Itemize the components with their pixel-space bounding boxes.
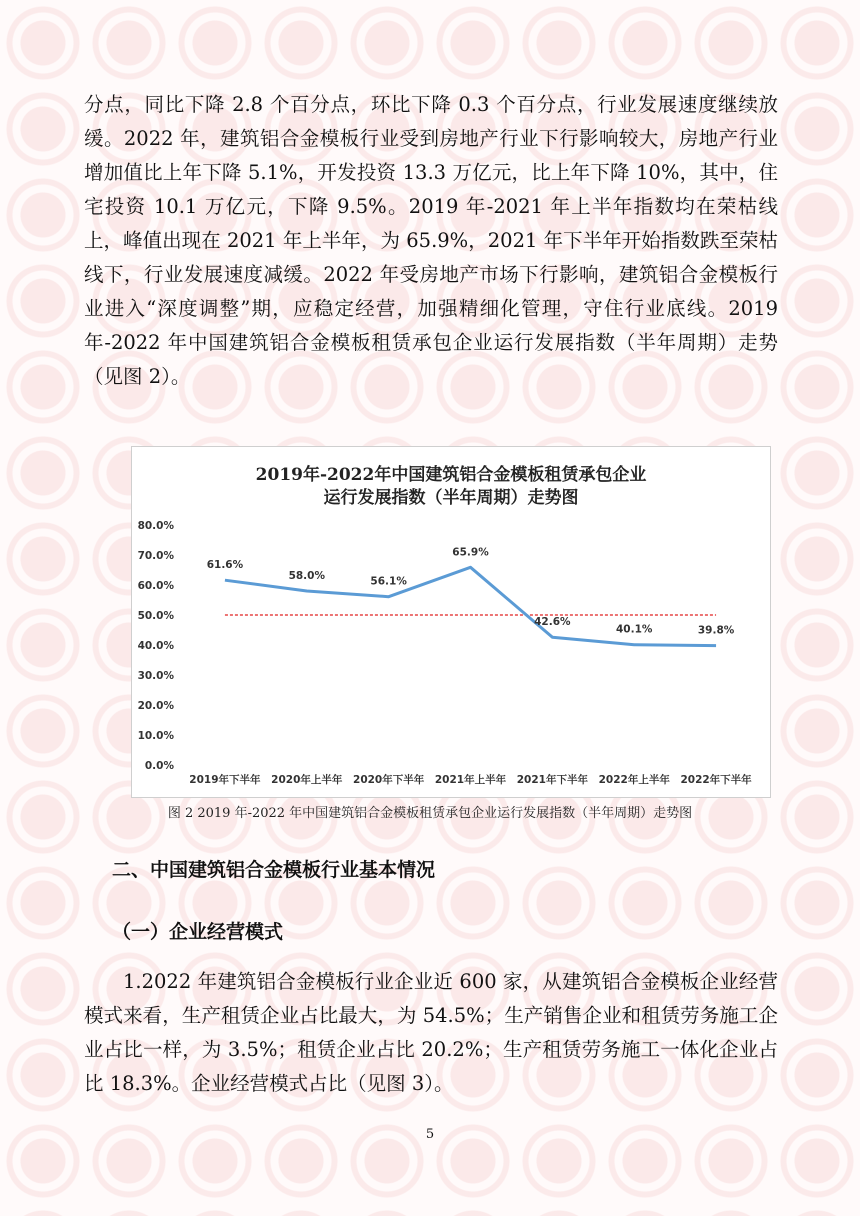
y-axis-ticks [138,520,175,772]
data-label: 65.9% [452,546,489,559]
x-tick-label: 2020年下半年 [353,774,425,786]
y-tick-label: 20.0% [137,700,174,712]
y-tick-label: 10.0% [137,730,174,742]
data-label: 42.6% [534,616,571,629]
y-tick-label: 0.0% [144,760,174,772]
data-label: 39.8% [697,624,735,637]
chart-title-line2: 运行发展指数（半年周期）走势图 [323,488,579,508]
y-tick-label: 70.0% [137,550,174,562]
y-tick-label: 60.0% [137,580,174,592]
y-tick-label: 80.0% [137,520,174,532]
y-tick-label: 40.0% [137,640,174,652]
x-tick-label: 2022年下半年 [680,774,752,786]
data-label: 61.6% [206,559,244,572]
figure-caption: 图 2 2019 年-2022 年中国建筑铝合金模板租赁承包企业运行发展指数（半年周期）走势图 [167,806,693,821]
data-labels [207,546,735,636]
x-tick-label: 2020年上半年 [271,774,343,786]
x-tick-label: 2021年下半年 [516,774,588,786]
chart-title-line1: 2019年-2022年中国建筑铝合金模板租赁承包企业 [255,465,647,485]
paragraph-top: 分点，同比下降 2.8 个百分点，环比下降 0.3 个百分点，行业发展速度继续放缓。2022 年，建筑铝合金模板行业受到房地产行业下行影响较大，房地产行业增加值比上年下降 5.1%，开发投资 13.3 万亿元，比上年下降 10%，其中，住宅投资 10.1 万亿元，下降 9.5%。2019 年-2021 年上半年指数均在荣枯线上，峰值出现在 2021 年上半年，为 65.9%，2021 年下半年开始指数跌至荣枯线下，行业发展速度减缓。2022 年受房地产市场下行影响，建筑铝合金模板行业进入“深度调整”期，应稳定经营，加强精细化管理，守住行业底线。2019 年-2022 年中国建筑铝合金模板租赁承包企业运行发展指数（半年周期）走势（见图 2）。 [84,93,778,388]
page-number: 5 [425,1127,435,1142]
data-label: 56.1% [370,575,407,588]
data-label: 58.0% [288,570,326,582]
y-tick-label: 30.0% [137,670,174,682]
data-label: 40.1% [615,623,653,636]
y-tick-label: 50.0% [137,610,174,622]
x-tick-label: 2019年下半年 [189,774,261,786]
x-tick-label: 2021年上半年 [434,774,507,786]
section-heading: 二、中国建筑铝合金模板行业基本情况 [112,859,436,881]
subsection-heading: （一）企业经营模式 [112,921,284,943]
x-axis-ticks [189,773,752,786]
x-tick-label: 2022年上半年 [598,774,670,786]
line-chart [132,447,770,797]
chart-figure [131,446,771,798]
paragraph-bottom: 1.2022 年建筑铝合金模板行业企业近 600 家，从建筑铝合金模板企业经营模式来看，生产租赁企业占比最大，为 54.5%；生产销售企业和租赁劳务施工企业占比一样，为 3.5%；租赁企业占比 20.2%；生产租赁劳务施工一体化企业占比 18.3%。企业经营模式占比（见图 3）。 [84,970,778,1095]
